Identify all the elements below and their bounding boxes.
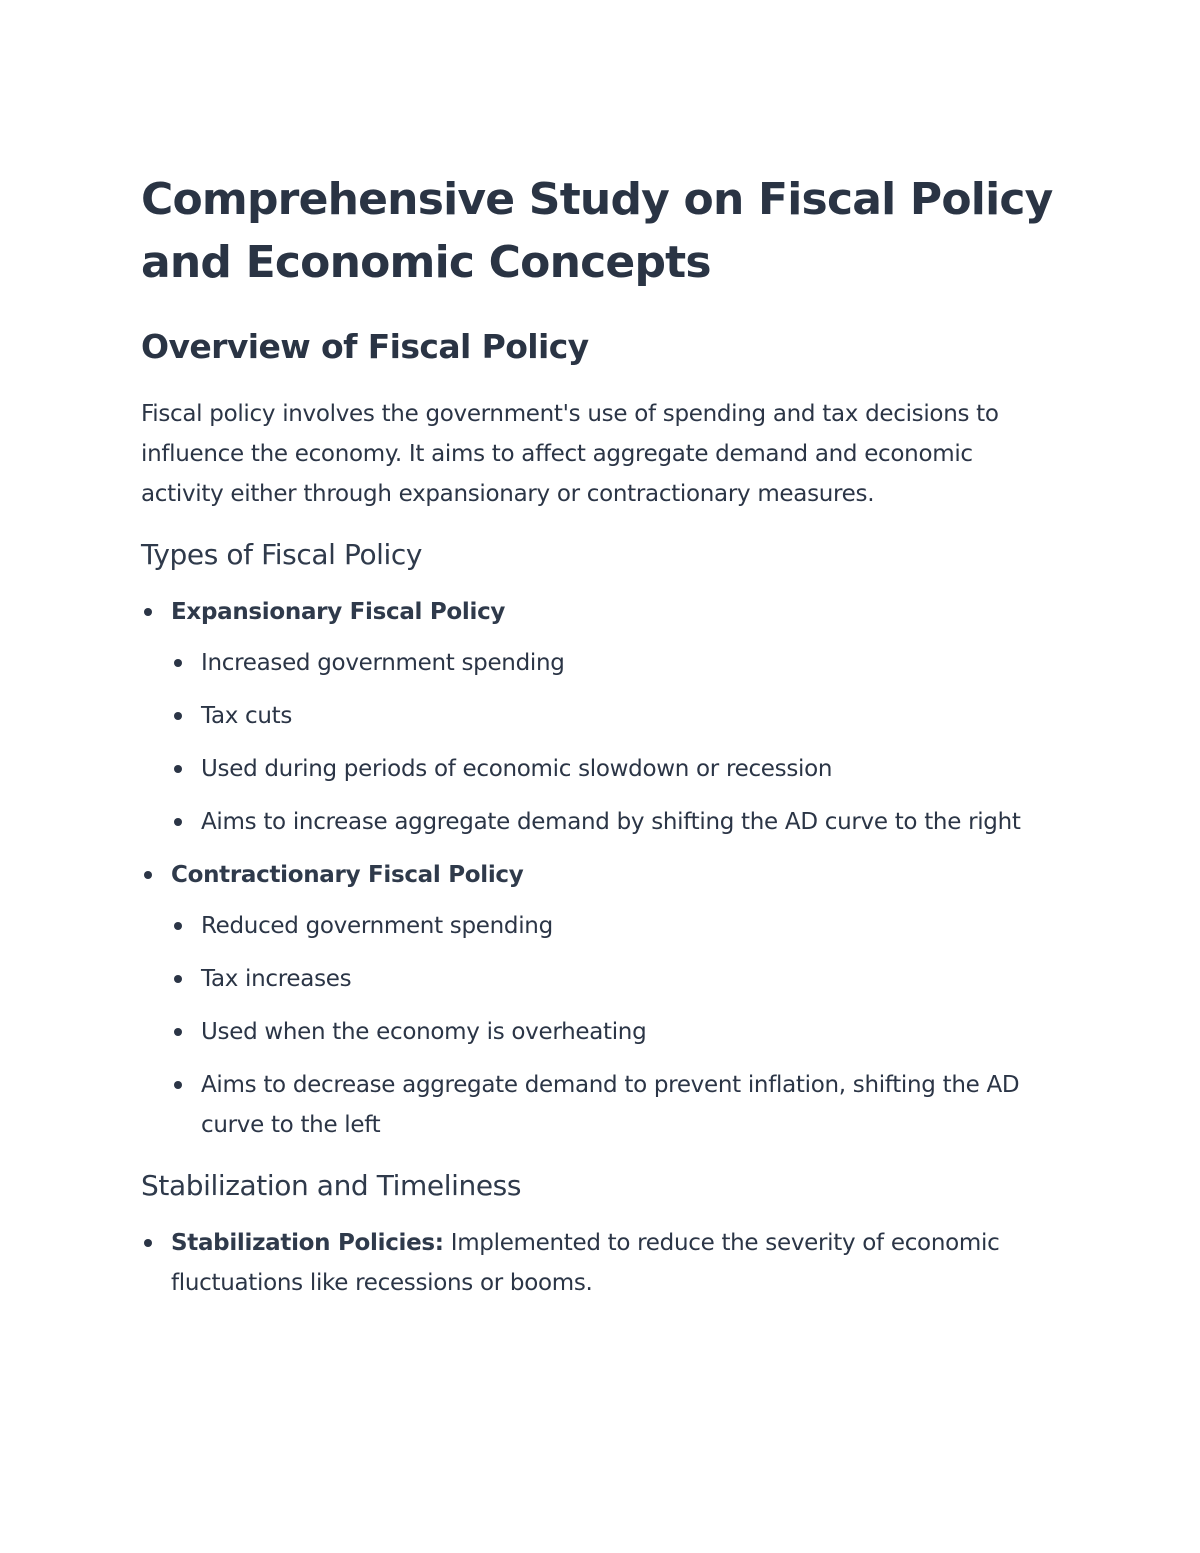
list-item [171, 1012, 1061, 1052]
list-item-label: Stabilization Policies: [171, 1230, 444, 1256]
list-item-label: Expansionary Fiscal Policy [171, 599, 506, 625]
list-item-text: Increased government spending [201, 650, 565, 676]
sub-list [171, 906, 1061, 1145]
bullet-icon [144, 871, 152, 879]
list-item-text: Used when the economy is overheating [201, 1019, 647, 1045]
bullet-icon [174, 818, 182, 826]
list-item [171, 906, 1061, 946]
bullet-icon [174, 659, 182, 667]
list-item [141, 1223, 1061, 1303]
bullet-icon [174, 1081, 182, 1089]
types-list [141, 592, 1061, 1145]
stabilization-list [141, 1223, 1061, 1303]
stabilization-heading: Stabilization and Timeliness [141, 1169, 522, 1202]
list-item [171, 802, 1061, 842]
bullet-icon [174, 712, 182, 720]
document-title: Comprehensive Study on Fiscal Policy and Economic Concepts [141, 174, 1053, 288]
list-item-text: Used during periods of economic slowdown or recession [201, 756, 833, 782]
bullet-icon [174, 922, 182, 930]
list-item-text: Tax cuts [201, 703, 293, 729]
list-item [171, 959, 1061, 999]
list-item-label: Contractionary Fiscal Policy [171, 862, 524, 888]
bullet-icon [174, 1028, 182, 1036]
bullet-icon [174, 765, 182, 773]
list-item-text: Tax increases [201, 966, 352, 992]
list-item [141, 592, 1061, 842]
list-item [171, 696, 1061, 736]
list-item [141, 855, 1061, 1145]
sub-list [171, 643, 1061, 842]
bullet-icon [144, 1239, 152, 1247]
list-item-text: Reduced government spending [201, 913, 553, 939]
list-item-text: Aims to increase aggregate demand by shifting the AD curve to the right [201, 809, 1021, 835]
list-item [171, 749, 1061, 789]
list-item-text: Aims to decrease aggregate demand to prevent inflation, shifting the AD curve to the left [201, 1072, 1020, 1138]
overview-heading: Overview of Fiscal Policy [141, 327, 589, 366]
bullet-icon [174, 975, 182, 983]
list-item [171, 643, 1061, 683]
bullet-icon [144, 608, 152, 616]
list-item [171, 1065, 1061, 1145]
types-heading: Types of Fiscal Policy [141, 538, 423, 571]
overview-paragraph: Fiscal policy involves the government's use of spending and tax decisions to influence the economy. It aims to affect aggregate demand and economic activity either through expansionary or contractionary measures. [141, 401, 999, 507]
list-item-text: Implemented to reduce the severity of economic fluctuations like recessions or booms. [171, 1230, 1000, 1296]
document-page [141, 168, 1061, 1303]
